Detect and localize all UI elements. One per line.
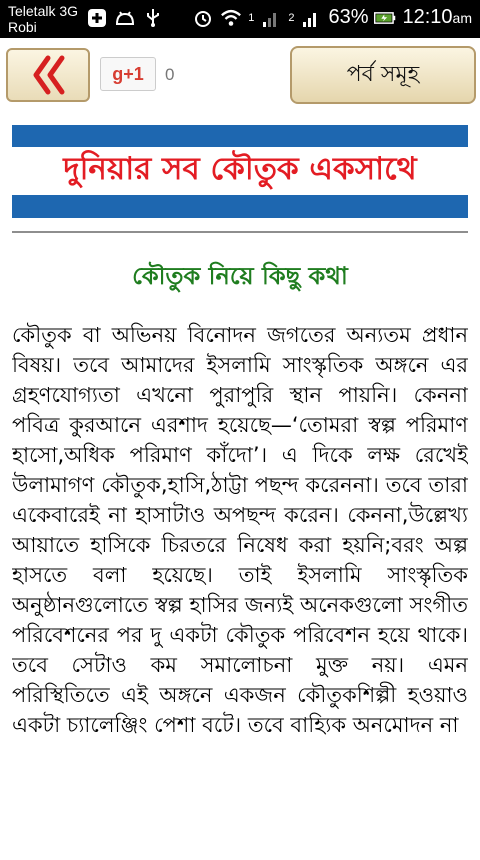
app-toolbar xyxy=(0,38,480,112)
article-body: কৌতুক বা অভিনয় বিনোদন জগতের অন্যতম প্রধান বিষয়। তবে আমাদের ইসলামি সাংস্কৃতিক অঙ্গনে এর গ্রহণযোগ্যতা এখনো পুরাপুরি স্থান পায়নি। কেননা পবিত্র কুরআনে এরশাদ হয়েছে—‘তোমরা স্বল্প পরিমাণ হাসো,অধিক পরিমাণ কাঁদো’। এ দিকে লক্ষ রেখেই উলামাগণ কৌতুক,হাসি,ঠাট্টা পছন্দ করেননা। তবে তারা একেবারেই না হাসাটাও অপছন্দ করেন। কেননা,উল্লেখ্য আয়াতে হাসিকে চিরতরে নিষেধ করা হয়নি;বরং অল্প হাসতে বলা হয়েছে। তাই ইসলামি সাংস্কৃতিক অনুষ্ঠানগুলোতে স্বল্প হাসির জন্যই অনেকগুলো সংগীত পরিবেশনের পর দু একটা কৌতুক পরিবেশন হয়ে থাকে। তবে সেটাও কম সমালোচনা মুক্ত নয়। এমন পরিস্থিতিতে এই অঙ্গনে একজন কৌতুকশিল্পী হওয়াও একটা চ্যালেঞ্জিং পেশা বটে। তবে বাহ্যিক অনমোদন না xyxy=(12,323,468,737)
status-bar xyxy=(0,0,480,38)
article-heading: কৌতুক নিয়ে কিছু কথা xyxy=(132,262,348,290)
battery-percent: 63% xyxy=(328,6,369,28)
banner-title: দুনিয়ার সব কৌতুক একসাথে xyxy=(12,147,468,195)
notification-icons xyxy=(86,8,164,28)
status-right xyxy=(192,6,472,29)
battery-icon xyxy=(374,8,396,28)
episodes-button[interactable]: পর্ব সমূহ xyxy=(290,46,476,104)
clock xyxy=(402,6,472,29)
android-debug-icon xyxy=(114,8,136,28)
signal-sim1-icon xyxy=(260,8,282,28)
carrier-name-1: Teletalk 3G xyxy=(8,3,79,19)
usb-icon xyxy=(142,8,164,28)
google-plus-one-button[interactable]: g+1 xyxy=(100,57,156,91)
sim2-label: 2 xyxy=(288,11,295,24)
plus-one-count: 0 xyxy=(165,65,175,84)
alarm-icon xyxy=(192,8,214,28)
double-chevron-left-icon xyxy=(26,54,70,96)
divider xyxy=(12,231,468,233)
add-notification-icon xyxy=(86,8,108,28)
back-button[interactable] xyxy=(6,48,90,102)
clock-time: 12:10 xyxy=(402,6,453,28)
sim1-label: 1 xyxy=(248,11,255,24)
clock-ampm: am xyxy=(452,10,472,26)
carrier-info xyxy=(8,3,78,35)
wifi-icon xyxy=(220,8,242,28)
signal-sim2-icon xyxy=(300,8,322,28)
carrier-name-2: Robi xyxy=(8,19,37,35)
title-banner xyxy=(12,125,468,218)
